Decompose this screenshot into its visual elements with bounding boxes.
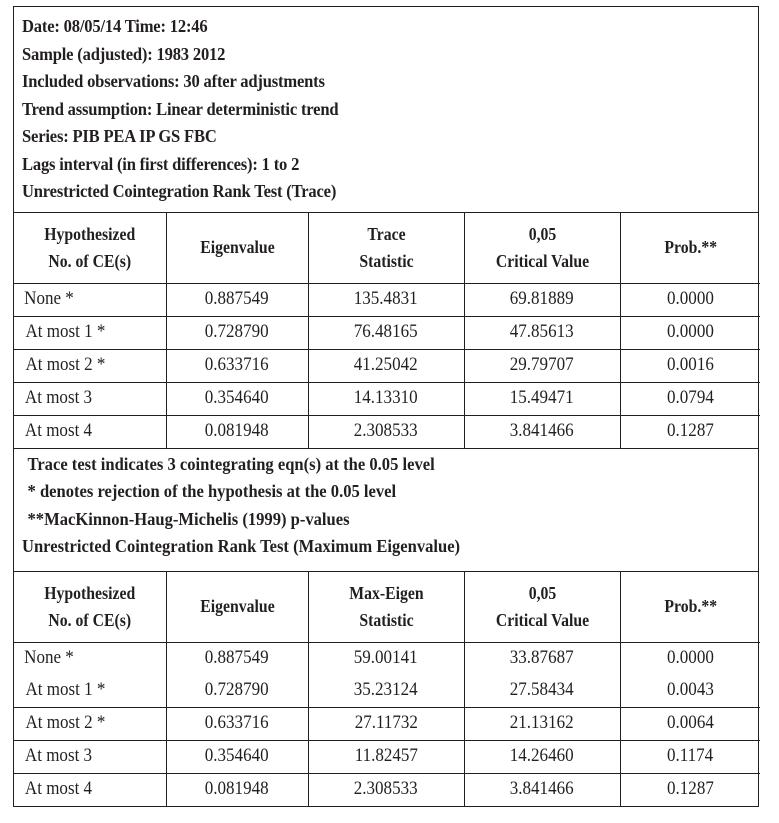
trace-test-table-block	[14, 212, 758, 448]
date-time-line: Date: 08/05/14 Time: 12:46	[22, 16, 208, 36]
rejection-footnote: * denotes rejection of the hypothesis at the 0.05 level	[27, 481, 397, 501]
table-row: None * 0.887549 135.4831 69.81889 0.0000	[14, 283, 760, 316]
table-header-row	[14, 213, 760, 284]
header-eigenvalue: Eigenvalue	[166, 213, 308, 284]
notes-block	[14, 448, 758, 571]
table-row: At most 3 0.354640 11.82457 14.26460 0.1174	[14, 740, 760, 773]
trace-test-table	[14, 213, 760, 448]
sample-line: Sample (adjusted): 1983 2012	[22, 43, 226, 64]
header-hypothesized: Hypothesized No. of CE(s)	[14, 213, 166, 284]
table-row: At most 2 * 0.633716 27.11732 21.13162 0.0064	[14, 707, 760, 740]
table-row: At most 1 * 0.728790 35.23124 27.58434 0.0043	[14, 675, 760, 708]
table-header-row	[14, 572, 760, 643]
table-row: None * 0.887549 59.00141 33.87687 0.0000	[14, 642, 760, 675]
header-prob: Prob.**	[620, 572, 760, 643]
table-row: At most 3 0.354640 14.13310 15.49471 0.0794	[14, 382, 760, 415]
observations-line: Included observations: 30 after adjustments	[22, 71, 325, 91]
header-critical-value: 0,05 Critical Value	[464, 572, 620, 643]
pvalue-source-footnote: **MacKinnon-Haug-Michelis (1999) p-values	[27, 508, 350, 529]
table-row: At most 4 0.081948 2.308533 3.841466 0.1287	[14, 415, 760, 448]
header-critical-value: 0,05 Critical Value	[464, 213, 620, 284]
table-row: At most 4 0.081948 2.308533 3.841466 0.1287	[14, 773, 760, 806]
maxeigen-test-title: Unrestricted Cointegration Rank Test (Maximum Eigenvalue)	[22, 536, 461, 556]
maxeigen-test-table	[14, 572, 760, 806]
table-row: At most 1 * 0.728790 76.48165 47.85613 0.0000	[14, 316, 760, 349]
header-eigenvalue: Eigenvalue	[166, 572, 308, 643]
header-max-eigen-statistic: Max-Eigen Statistic	[308, 572, 464, 643]
cointegration-test-output	[13, 6, 759, 807]
trace-conclusion-note: Trace test indicates 3 cointegrating eqn(s) at the 0.05 level	[27, 453, 435, 474]
trend-assumption-line: Trend assumption: Linear deterministic trend	[22, 98, 339, 119]
series-line: Series: PIB PEA IP GS FBC	[22, 126, 217, 146]
header-hypothesized: Hypothesized No. of CE(s)	[14, 572, 166, 643]
trace-test-title: Unrestricted Cointegration Rank Test (Trace)	[22, 181, 337, 201]
header-trace-statistic: Trace Statistic	[308, 213, 464, 284]
test-info-block	[14, 7, 758, 212]
maxeigen-test-table-block	[14, 571, 758, 806]
header-prob: Prob.**	[620, 213, 760, 284]
table-row: At most 2 * 0.633716 41.25042 29.79707 0.0016	[14, 349, 760, 382]
lags-interval-line: Lags interval (in first differences): 1 to 2	[22, 153, 300, 174]
